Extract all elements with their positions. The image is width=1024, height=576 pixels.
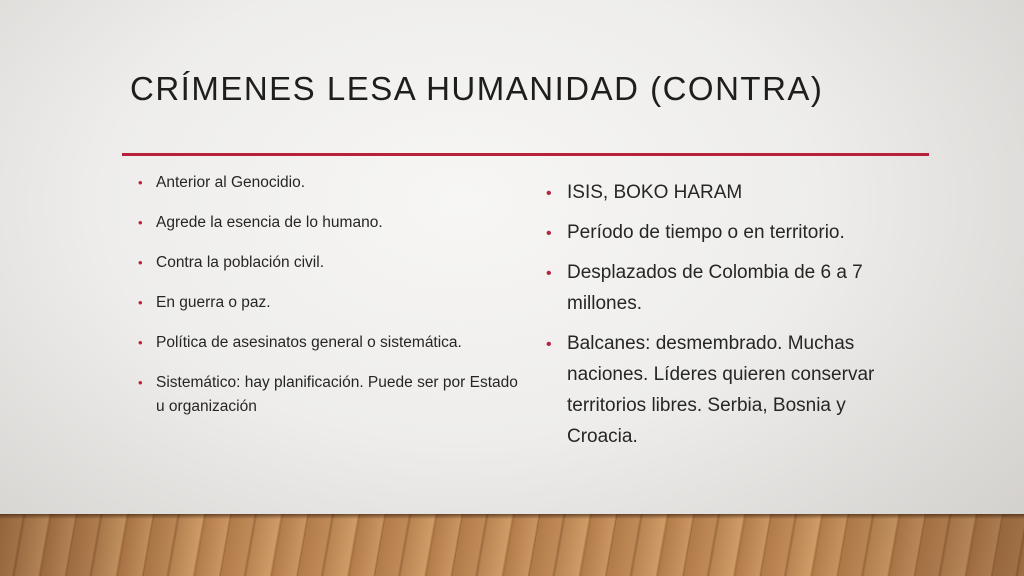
- title-divider: [122, 153, 929, 156]
- list-item-text: Desplazados de Colombia de 6 a 7 millones.: [567, 262, 863, 314]
- list-item-text: Política de asesinatos general o sistemática.: [156, 334, 462, 351]
- bullet-icon: •: [138, 375, 143, 390]
- list-item: [138, 251, 518, 275]
- list-item: [138, 171, 518, 195]
- bullet-icon: •: [138, 295, 143, 310]
- list-item: [546, 177, 906, 208]
- list-item-text: En guerra o paz.: [156, 294, 271, 311]
- bullet-icon: •: [546, 225, 552, 242]
- list-item-text: ISIS, BOKO HARAM: [567, 182, 743, 203]
- left-bullet-list: [138, 171, 518, 435]
- list-item: [138, 291, 518, 315]
- bullet-icon: •: [546, 185, 552, 202]
- bullet-icon: •: [138, 255, 143, 270]
- bullet-icon: •: [138, 335, 143, 350]
- list-item: [138, 371, 518, 419]
- list-item: [546, 217, 906, 248]
- list-item: [546, 257, 906, 319]
- list-item-text: Período de tiempo o en territorio.: [567, 222, 845, 243]
- bullet-icon: •: [138, 175, 143, 190]
- bullet-icon: •: [546, 265, 552, 282]
- list-item-text: Agrede la esencia de lo humano.: [156, 214, 383, 231]
- list-item-text: Balcanes: desmembrado. Muchas naciones. Líderes quieren conservar territorios libres. Serbia, Bosnia y Croacia.: [567, 333, 875, 447]
- slide-title: CRÍMENES LESA HUMANIDAD (CONTRA): [130, 70, 824, 107]
- list-item-text: Anterior al Genocidio.: [156, 174, 306, 191]
- list-item-text: Sistemático: hay planificación. Puede ser por Estado u organización: [156, 374, 518, 415]
- list-item-text: Contra la población civil.: [156, 254, 325, 271]
- bullet-icon: •: [546, 336, 552, 353]
- right-bullet-list: [546, 177, 906, 461]
- list-item: [546, 328, 906, 452]
- floor-shading: [0, 514, 1024, 576]
- list-item: [138, 331, 518, 355]
- list-item: [138, 211, 518, 235]
- bullet-icon: •: [138, 215, 143, 230]
